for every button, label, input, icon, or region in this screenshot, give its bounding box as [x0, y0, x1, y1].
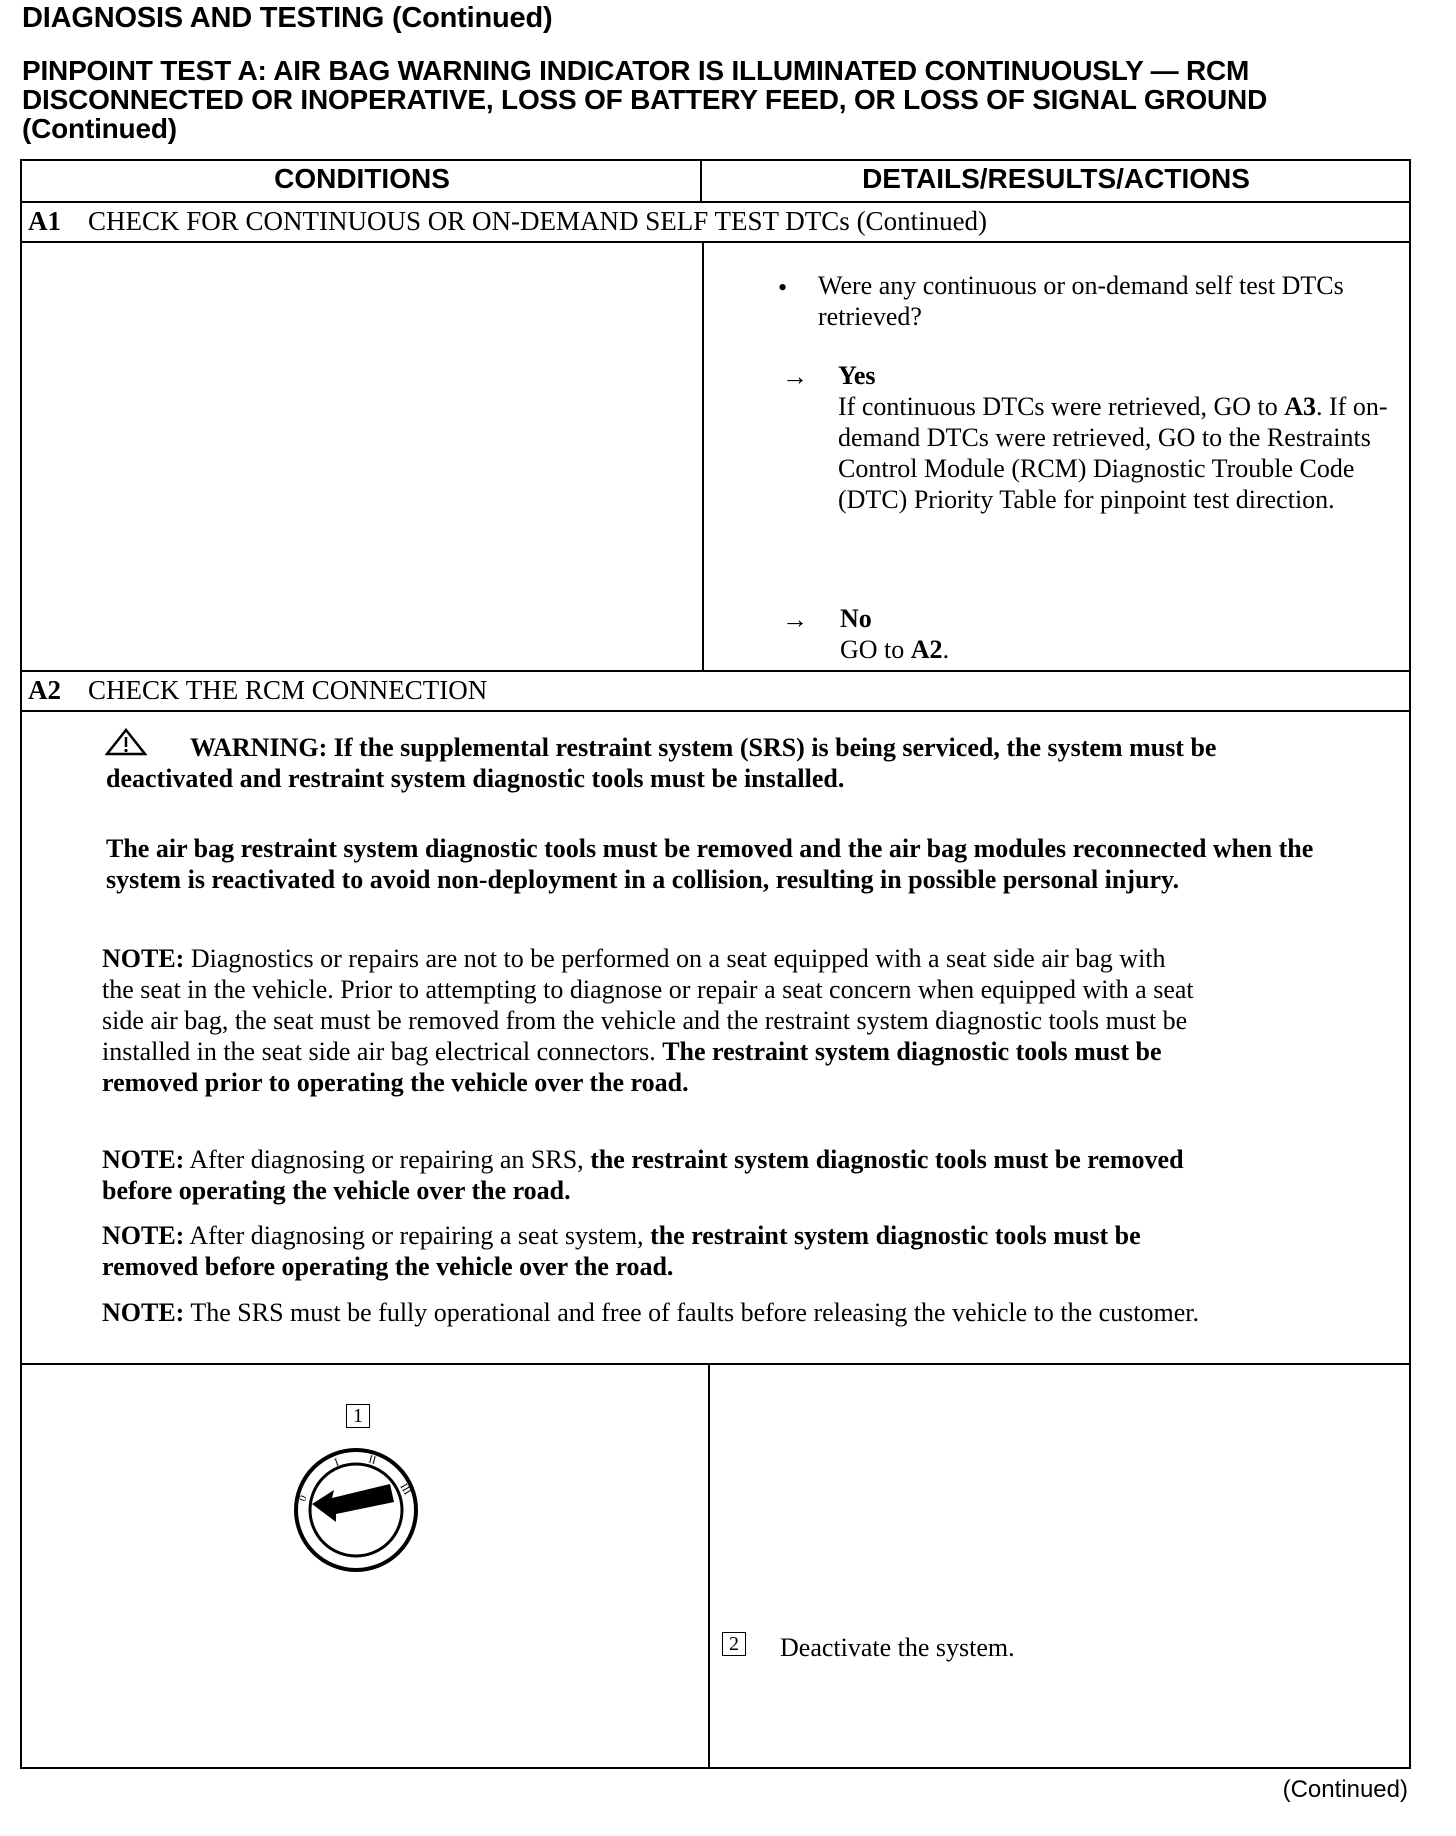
note-2 [102, 1144, 1222, 1206]
note-2-emphasis: the restraint system diagnostic tools must be removed before operating the vehicle over the road. [102, 1145, 1184, 1205]
a1-yes-arrow: → [782, 362, 808, 391]
pinpoint-test-title: PINPOINT TEST A: AIR BAG WARNING INDICATOR IS ILLUMINATED CONTINUOUSLY — RCM DISCONNECTED OR INOPERATIVE, LOSS OF BATTERY FEED, OR LOSS OF SIGNAL GROUND (Continued) [22, 55, 1268, 144]
step-a1-id: A1 [28, 206, 61, 236]
step-a1-title-row [28, 206, 987, 237]
note-4 [102, 1297, 1212, 1328]
key-position-II: II [367, 1453, 378, 1467]
note-3-text: After diagnosing or repairing a seat system, [184, 1221, 651, 1250]
a1-yes-text-part2: . If on-demand DTCs were retrieved, GO to the Restraints Control Module (RCM) Diagnostic Trouble Code (DTC) Priority Table for pinpoint test direction. [838, 392, 1388, 514]
note-4-label: NOTE: [102, 1298, 185, 1327]
action-deactivate-system: Deactivate the system. [780, 1633, 1015, 1662]
a1-no-label: No [840, 604, 872, 633]
note-3-emphasis: the restraint system diagnostic tools must be removed before operating the vehicle over the road. [102, 1221, 1141, 1281]
conditions-column-header: CONDITIONS [274, 163, 450, 194]
note-3-label: NOTE: [102, 1221, 185, 1250]
a1-no-text-part: GO to [840, 635, 911, 664]
note-4-text: The SRS must be fully operational and free of faults before releasing the vehicle to the customer. [184, 1298, 1200, 1327]
step-a2-title: CHECK THE RCM CONNECTION [88, 675, 488, 705]
action-callout-2 [722, 1632, 746, 1656]
key-position-I: I [332, 1456, 341, 1469]
note-3 [102, 1220, 1222, 1282]
note-1 [102, 943, 1202, 1098]
callout-number: 1 [346, 1404, 370, 1428]
ignition-switch-icon [290, 1446, 430, 1576]
figure-callout-1 [346, 1404, 370, 1428]
note-2-text: After diagnosing or repairing an SRS, [184, 1145, 591, 1174]
warning-text-1: WARNING: If the supplemental restraint system (SRS) is being serviced, the system must be deactivated and restraint system diagnostic tools must be installed. [106, 733, 1217, 793]
step-a2-id: A2 [28, 675, 61, 705]
a1-yes-text-part: If continuous DTCs were retrieved, GO to [838, 392, 1285, 421]
note-2-label: NOTE: [102, 1145, 185, 1174]
continued-footer: (Continued) [1282, 1776, 1408, 1803]
section-header: DIAGNOSIS AND TESTING (Continued) [22, 2, 553, 34]
note-1-text: Diagnostics or repairs are not to be performed on a seat equipped with a seat side air bag with the seat in the vehicle. Prior to attempting to diagnose or repair a seat concern when equipped with a seat side air bag, the seat must be removed from the vehicle and the restraint system diagnostic tools must be installed in the seat side air bag electrical connectors. [102, 944, 1194, 1066]
action-number: 2 [722, 1632, 746, 1656]
key-position-0: 0 [296, 1493, 310, 1504]
a1-no-ref: A2 [910, 635, 943, 664]
step-a2-title-row [28, 675, 487, 706]
a1-no-arrow: → [782, 605, 808, 634]
a1-yes-label: Yes [838, 361, 876, 390]
key-position-III: III [397, 1481, 414, 1498]
a1-bullet: • [778, 273, 788, 302]
a1-yes-ref: A3 [1284, 392, 1316, 421]
a1-no-text [840, 634, 949, 665]
a1-no-end: . [942, 635, 950, 664]
step-a1-title: CHECK FOR CONTINUOUS OR ON-DEMAND SELF TEST DTCs (Continued) [88, 206, 988, 236]
a1-yes-text [838, 391, 1394, 515]
warning-text-2: The air bag restraint system diagnostic tools must be removed and the air bag modules reconnected when the system is reactivated to avoid non-deployment in a collision, resulting in possible personal injury. [106, 834, 1314, 894]
a1-question: Were any continuous or on-demand self test DTCs retrieved? [818, 271, 1344, 331]
note-1-label: NOTE: [102, 944, 185, 973]
details-column-header: DETAILS/RESULTS/ACTIONS [862, 163, 1250, 194]
note-1-emphasis: The restraint system diagnostic tools must be removed prior to operating the vehicle over the road. [102, 1037, 1162, 1097]
